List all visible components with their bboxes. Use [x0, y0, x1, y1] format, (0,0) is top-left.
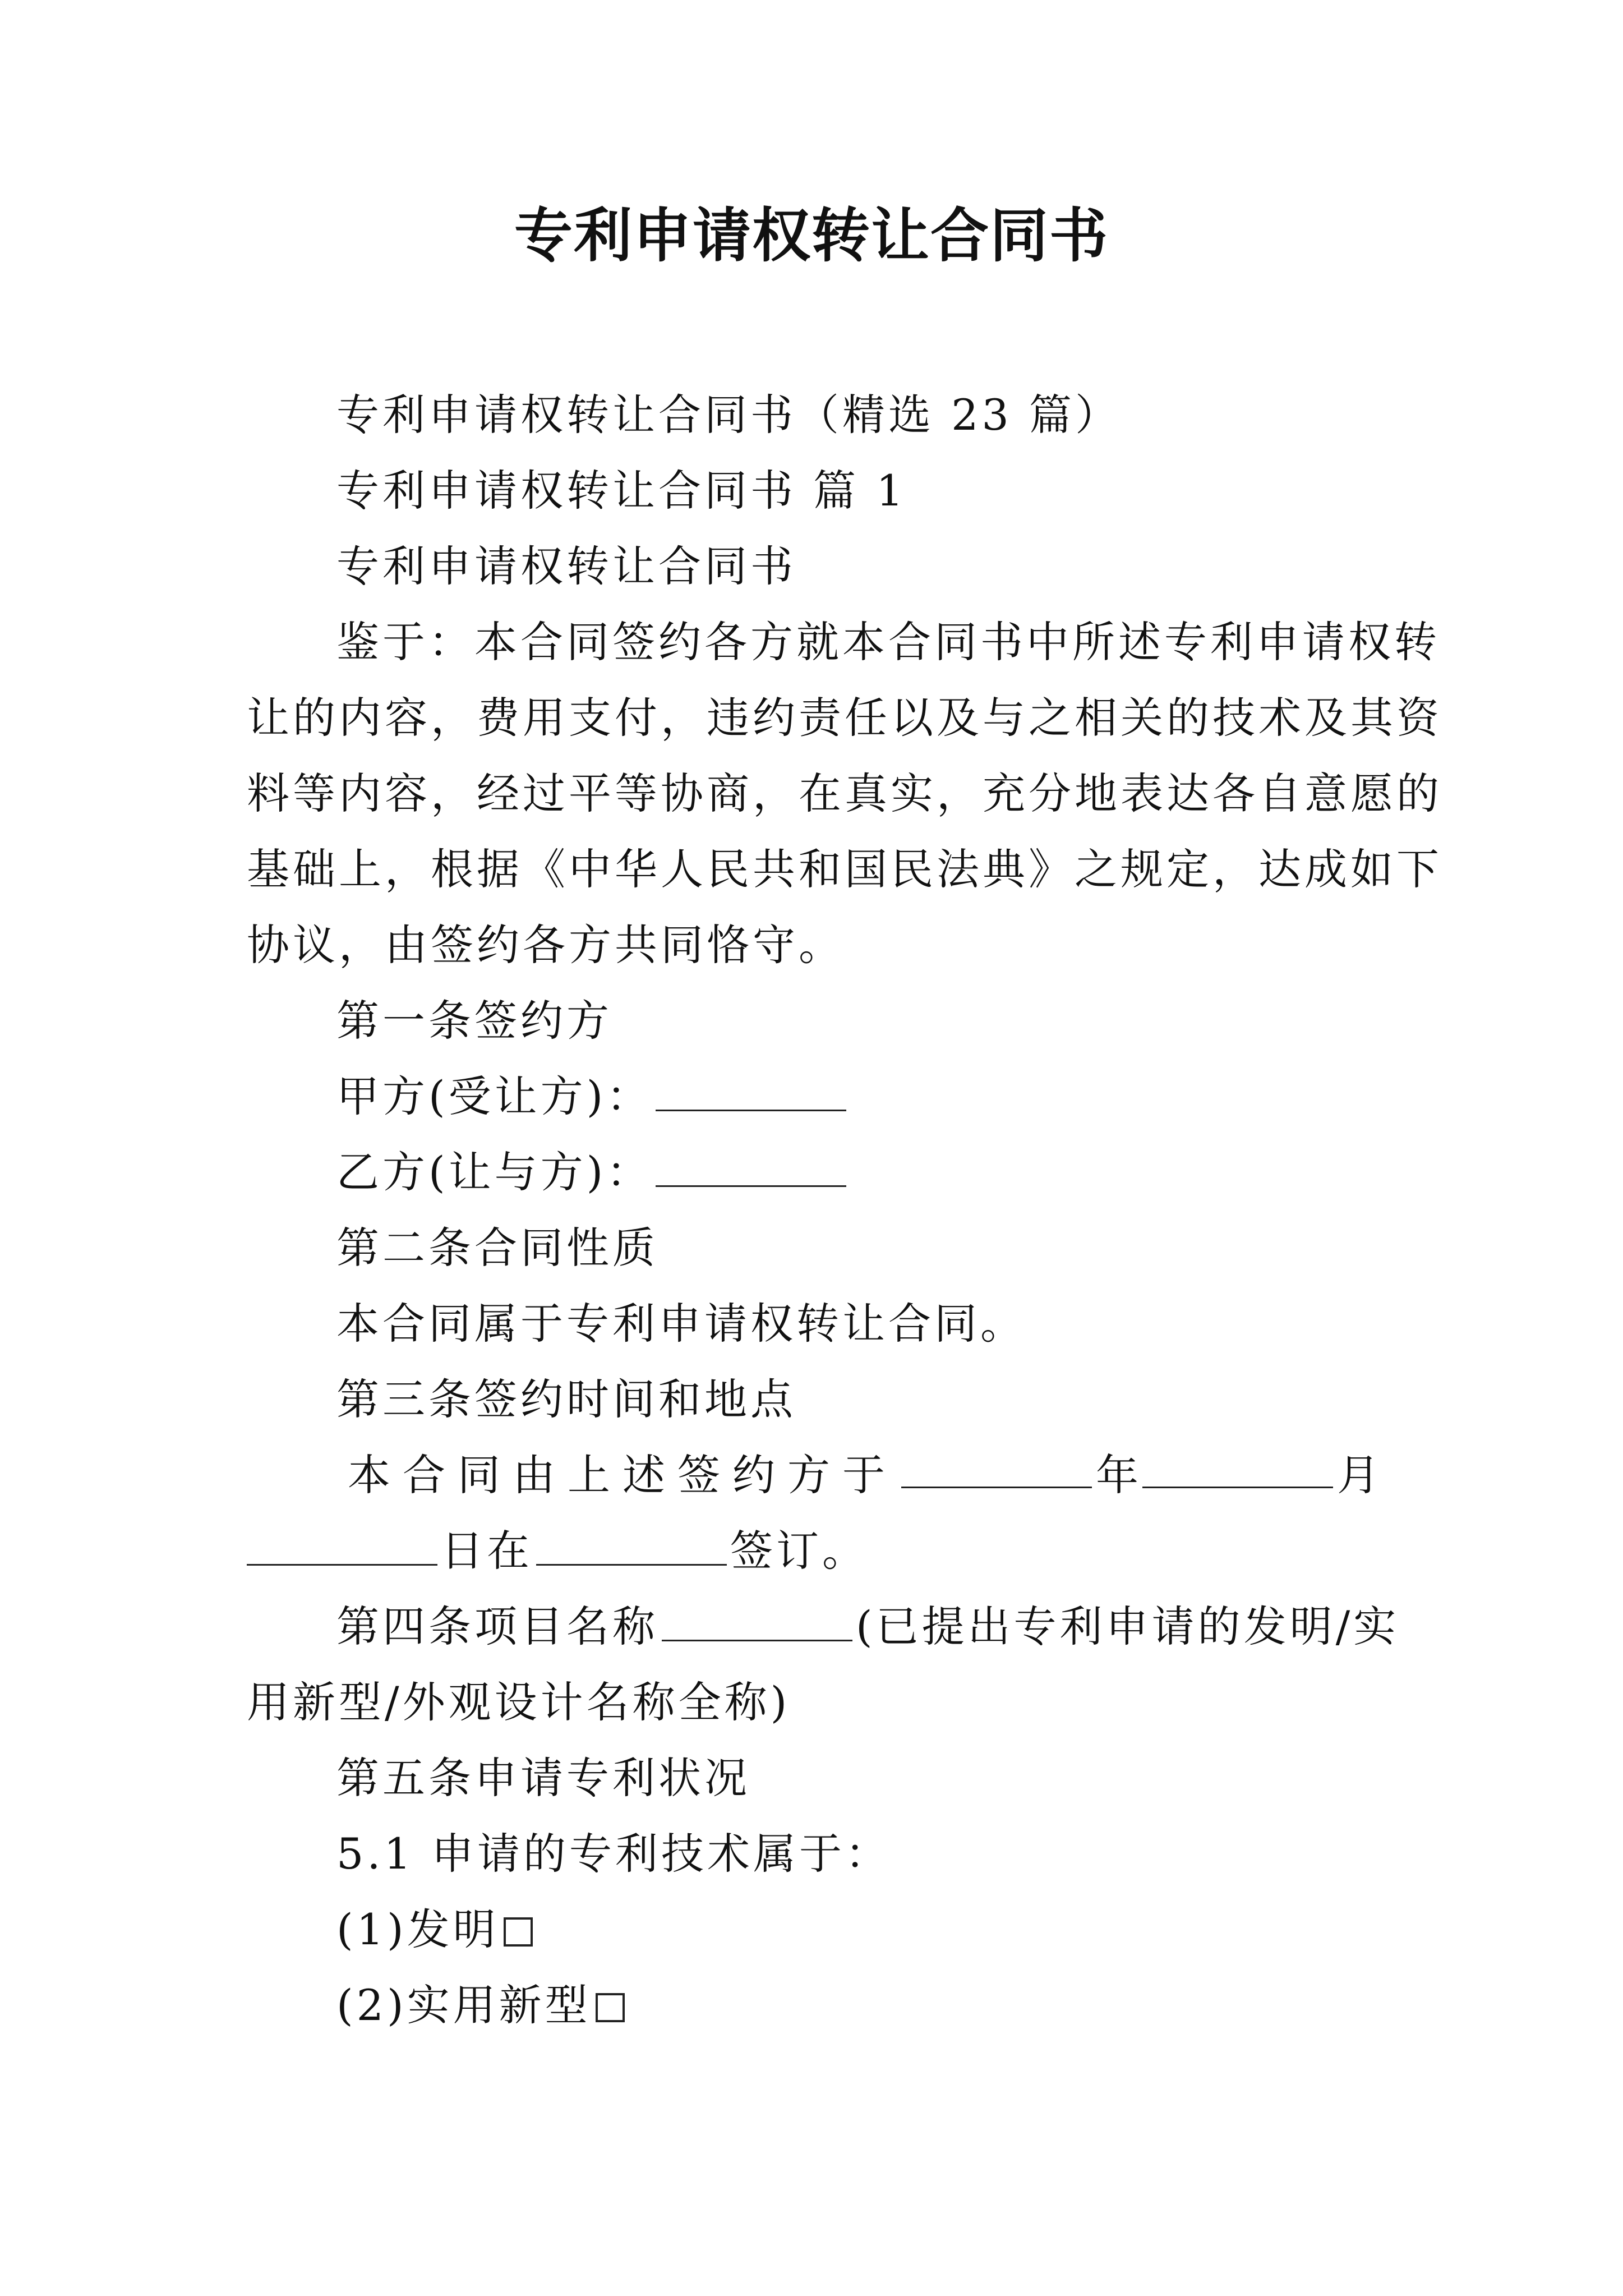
contract-heading: 专利申请权转让合同书: [336, 541, 796, 591]
preamble-line: 让的内容，费用支付，违约责任以及与之相关的技术及其资: [247, 693, 1442, 743]
preamble-line: 鉴于：本合同签约各方就本合同书中所述专利申请权转: [336, 617, 1440, 667]
article-4-line1: [336, 1599, 1399, 1655]
option-invention: [336, 1902, 533, 1958]
month-blank[interactable]: [1142, 1447, 1333, 1488]
preamble-line: 协议，由签约各方共同恪守。: [247, 920, 845, 970]
place-blank[interactable]: [536, 1525, 727, 1566]
article-3-body-line2: [247, 1523, 868, 1579]
party-a-blank[interactable]: [656, 1070, 846, 1111]
party-b-label: 乙方(让与方)：: [336, 1147, 653, 1197]
article-3-body-line1: [348, 1447, 1380, 1503]
subtitle: 专利申请权转让合同书（精选 23 篇）: [336, 390, 1122, 440]
preamble-line: 料等内容，经过平等协商，在真实，充分地表达各自意愿的: [247, 769, 1442, 818]
option-invention-label: (1)发明: [336, 1904, 499, 1954]
party-b-blank[interactable]: [656, 1146, 846, 1187]
signed-label: 签订。: [730, 1526, 868, 1576]
utility-model-checkbox[interactable]: [596, 1993, 625, 2022]
article-4-line2: 用新型/外观设计名称全称): [247, 1677, 791, 1727]
article-4-label: 第四条项目名称: [336, 1602, 658, 1651]
article-4-desc: (已提出专利申请的发明/实: [856, 1602, 1400, 1651]
preamble-line: 基础上，根据《中华人民共和国民法典》之规定，达成如下: [247, 844, 1442, 894]
signing-intro: 本合同由上述签约方于: [348, 1450, 897, 1500]
article-2-body: 本合同属于专利申请权转让合同。: [336, 1299, 1026, 1349]
month-label: 月: [1337, 1450, 1380, 1500]
project-name-blank[interactable]: [662, 1600, 852, 1641]
article-1-heading: 第一条签约方: [336, 996, 612, 1046]
option-utility-model: [336, 1977, 625, 2033]
part-heading: 专利申请权转让合同书 篇 1: [336, 466, 907, 516]
day-blank[interactable]: [247, 1525, 437, 1566]
option-utility-model-label: (2)实用新型: [336, 1980, 591, 2030]
party-a-label: 甲方(受让方)：: [336, 1071, 653, 1121]
invention-checkbox[interactable]: [504, 1917, 533, 1947]
party-b-row: [336, 1144, 850, 1200]
year-label: 年: [1096, 1450, 1138, 1500]
article-2-heading: 第二条合同性质: [336, 1223, 658, 1273]
article-5-heading: 第五条申请专利状况: [336, 1753, 750, 1803]
article-3-heading: 第三条签约时间和地点: [336, 1374, 796, 1424]
year-blank[interactable]: [901, 1447, 1092, 1488]
article-5-1: 5.1 申请的专利技术属于：: [336, 1829, 892, 1879]
document-title: 专利申请权转让合同书: [514, 201, 1109, 270]
party-a-row: [336, 1069, 850, 1125]
day-in-label: 日在: [441, 1526, 533, 1576]
